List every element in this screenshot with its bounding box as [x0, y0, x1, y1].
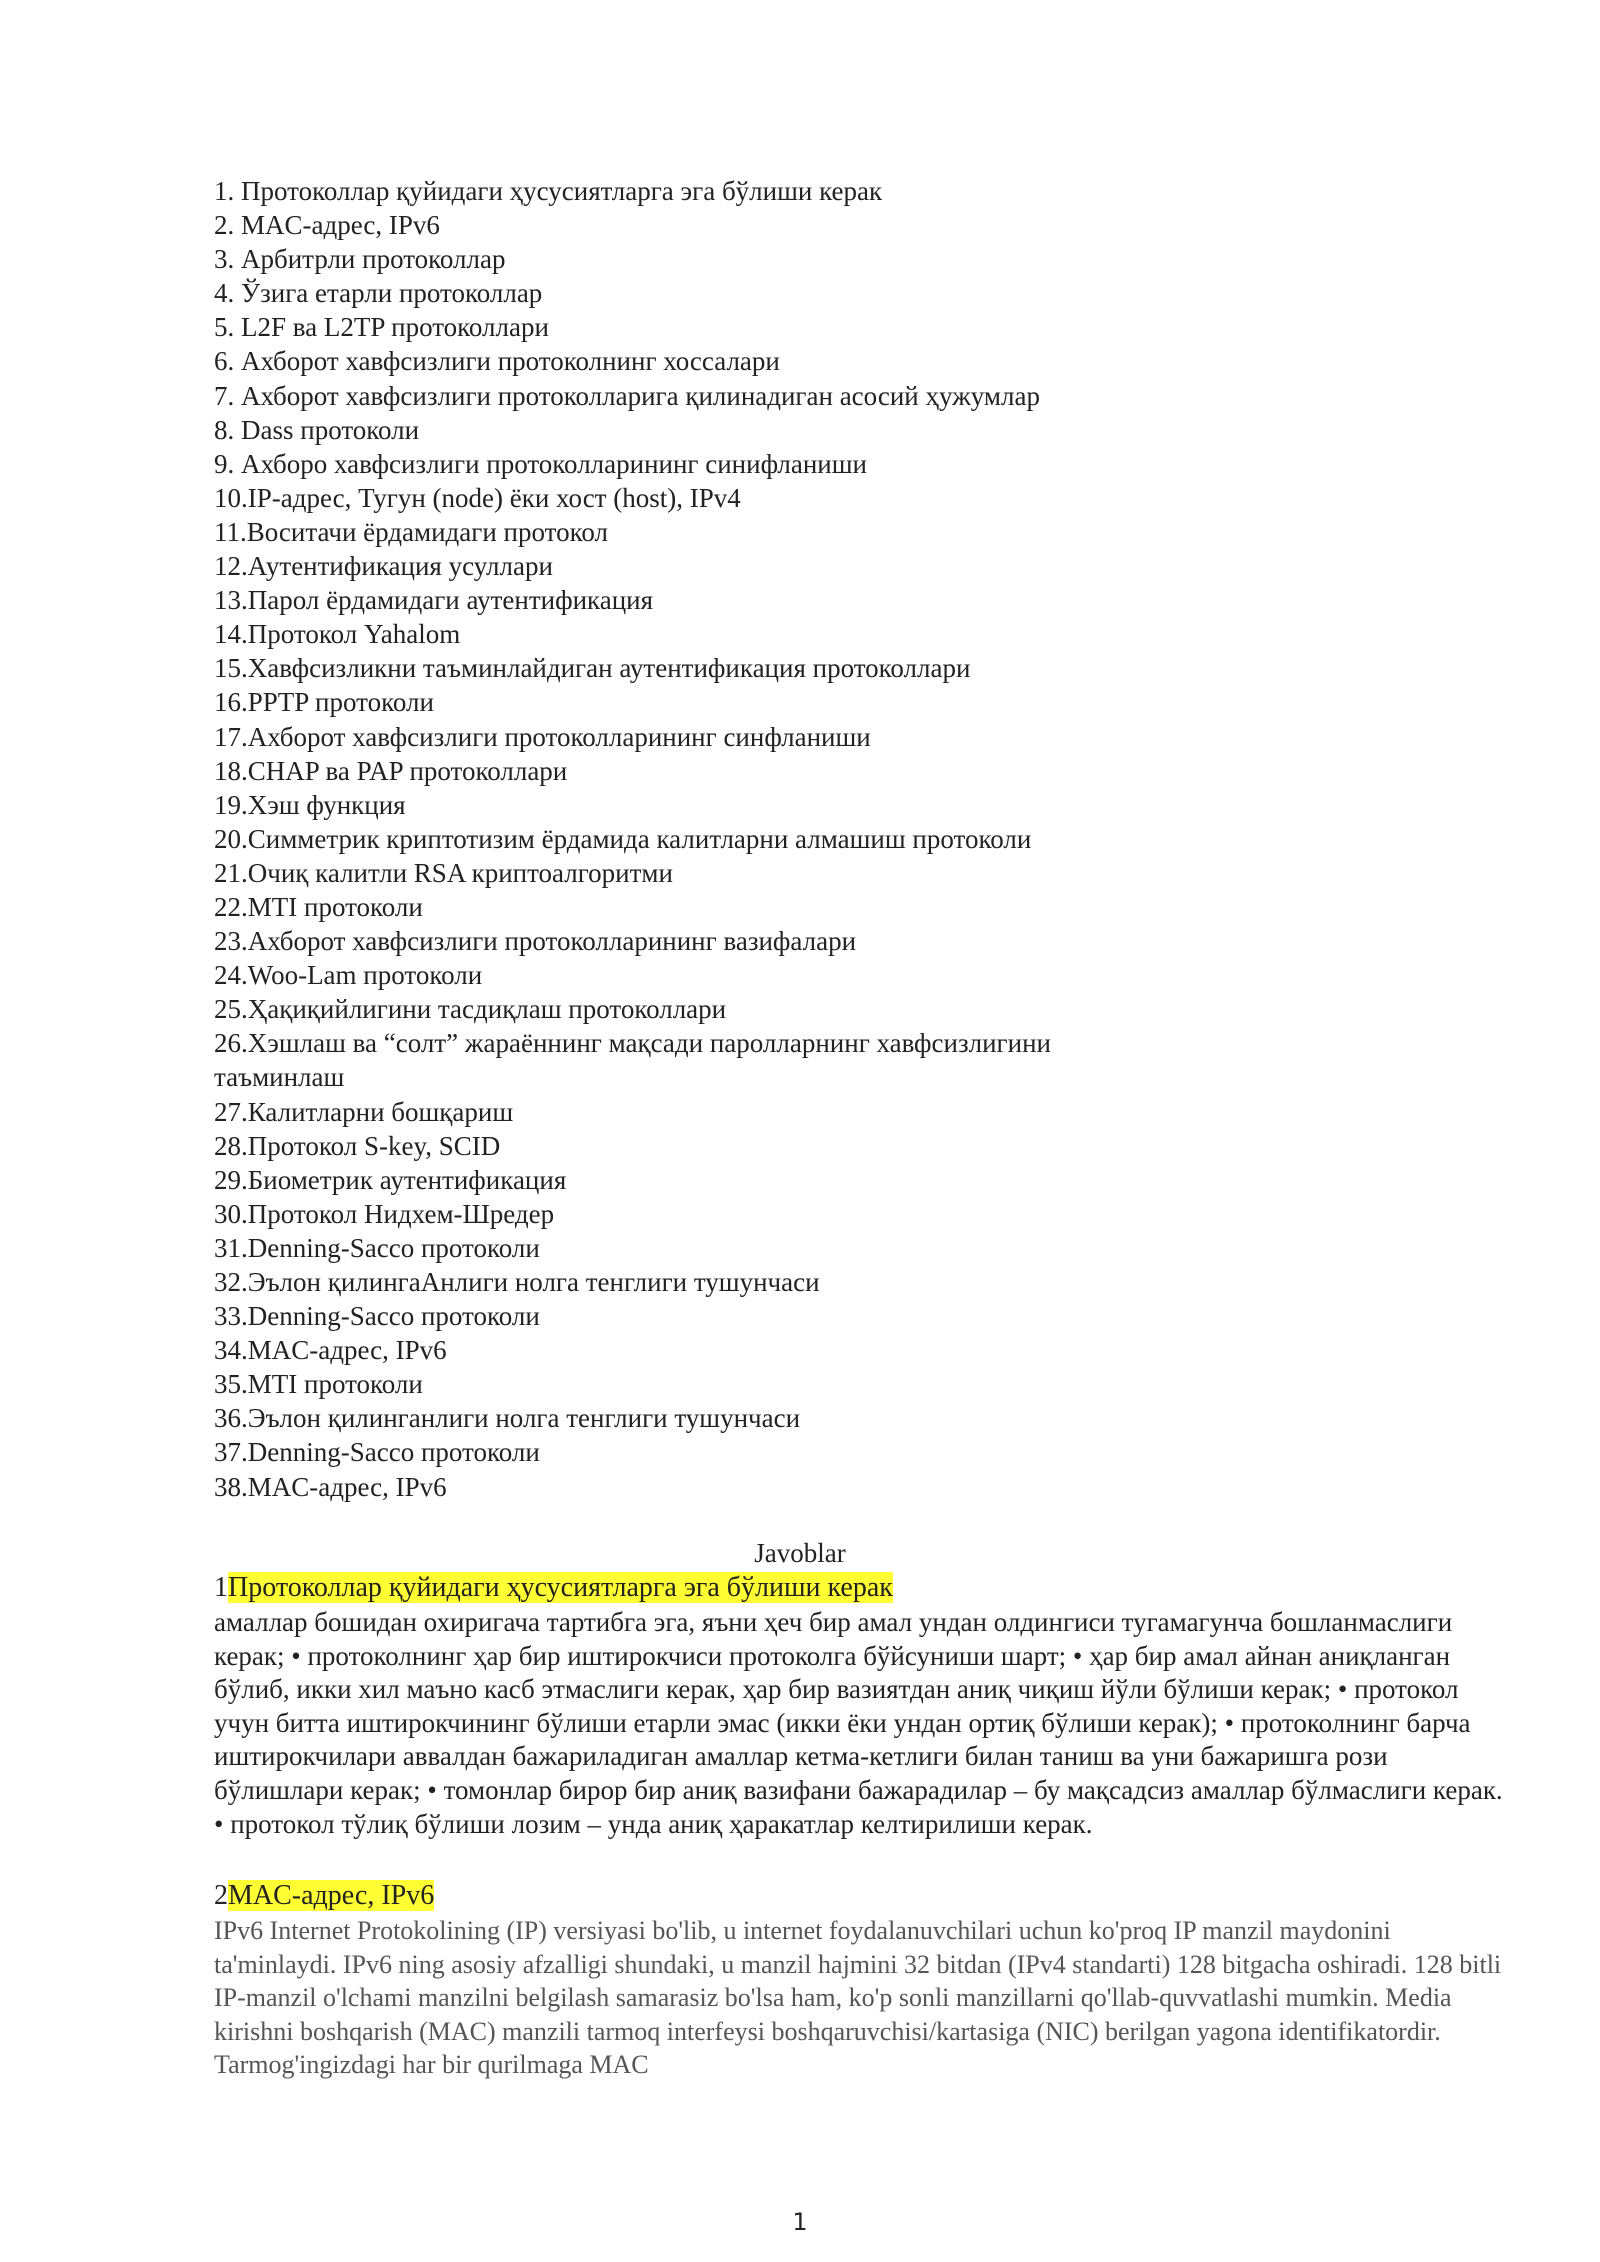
question-item: 21.Очиқ калитли RSA криптоалгоритми	[214, 857, 673, 888]
question-item: 33.Denning-Sacco протоколи	[214, 1301, 540, 1332]
question-item: 36.Эълон қилинганлиги нолга тенглиги тушунчаси	[214, 1403, 801, 1434]
question-item: 5. L2F ва L2TP протоколлари	[214, 312, 549, 343]
question-list	[214, 174, 1514, 1504]
question-item: 7. Ахборот хавфсизлиги протоколларига қилинадиган асосий ҳужумлар	[214, 380, 1040, 411]
question-item: 9. Ахборо хавфсизлиги протоколларининг синифланиши	[214, 448, 867, 479]
question-item: 29.Биометрик аутентификация	[214, 1164, 567, 1195]
question-item: 10.IP-адрес, Тугун (node) ёки хост (host), IPv4	[214, 482, 741, 513]
question-item: 37.Denning-Sacco протоколи	[214, 1437, 540, 1468]
question-item: 11.Воситачи ёрдамидаги протокол	[214, 516, 608, 547]
question-item: 20.Симметрик криптотизим ёрдамида калитларни алмашиш протоколи	[214, 823, 1032, 854]
question-item: 17.Ахборот хавфсизлиги протоколларининг синфланиши	[214, 721, 871, 752]
question-item: 30.Протокол Нидхем-Шредер	[214, 1198, 555, 1229]
question-item: 28.Протокол S-key, SCID	[214, 1130, 501, 1161]
answers-title: Javoblar	[754, 1538, 846, 1568]
question-item-text: 26.Хэшлаш ва “солт” жараённинг мақсади паролларнинг хавфсизлигини таъминлаш	[214, 1028, 1051, 1093]
answer-text: IPv6 Internet Protokolining (IP) versiyasi bo'lib, u internet foydalanuvchilari uchun ko'proq IP manzil maydonini ta'minlaydi. IPv6 ning asosiy afzalligi shundaki, u manzil hajmini 32 bitdan (IPv4 standarti) 128 bitgacha oshiradi. 128 bitli IP-manzil o'lchami manzilni belgilash samarasiz bo'lsa ham, ko'p sonli manzillarni qo'llab-quvvatlashi mumkin. Media kirishni boshqarish (MAC) manzili tarmoq interfeysi boshqaruvchisi/kartasiga (NIC) berilgan yagona identifikatordir. Tarmog'ingizdagi har bir qurilmaga MAC	[214, 1916, 1502, 2080]
question-item: 38.MAC-адрес, IPv6	[214, 1471, 447, 1502]
question-item: 24.Woo-Lam протоколи	[214, 960, 483, 991]
question-item: 15.Хавфсизликни таъминлайдиган аутентификация протоколлари	[214, 653, 971, 684]
question-item: 2. MAC-адрес, IPv6	[214, 210, 440, 241]
question-item: 12.Аутентификация усуллари	[214, 551, 553, 582]
highlighted-question: MAC-адрес, IPv6	[228, 1880, 435, 1911]
page-number: 1	[792, 2208, 808, 2236]
question-item: 18.CHAP ва PAP протоколлари	[214, 755, 568, 786]
question-item: 22.MTI протоколи	[214, 891, 423, 922]
highlighted-question: Протоколлар қуйидаги ҳусусиятларга эга бўлиши керак	[228, 1572, 893, 1603]
question-item: 35.MTI протоколи	[214, 1369, 423, 1400]
question-item: 8. Dass протоколи	[214, 414, 420, 445]
question-item	[214, 1026, 1514, 1094]
question-item: 27.Калитларни бошқариш	[214, 1096, 514, 1127]
question-item: 3. Арбитрли протоколлар	[214, 244, 506, 275]
answer-block	[214, 1878, 1514, 2082]
question-item: 1. Протоколлар қуйидаги ҳусусиятларга эга бўлиши керак	[214, 176, 883, 206]
question-item: 13.Парол ёрдамидаги аутентификация	[214, 585, 654, 616]
answer-heading	[214, 1878, 1514, 1914]
answer-number: 2	[214, 1880, 228, 1911]
question-item: 31.Denning-Sacco протоколи	[214, 1232, 540, 1263]
answer-text: амаллар бошидан охиригача тартибга эга, яъни ҳеч бир амал ундан олдингиси тугамагунча бошланмаслиги керак; • протоколнинг ҳар бир иштирокчиси протоколга бўйсуниши шарт; • ҳар бир амал айнан аниқланган бўлиб, икки хил маъно касб этмаслиги керак, ҳар бир вазиятдан аниқ чиқиш йўли бўлиши керак; • протокол учун битта иштирокчининг бўлиши етарли эмас (икки ёки ундан ортиқ бўлиши керак); • протоколнинг барча иштирокчилари аввалдан бажариладиган амаллар кетма-кетлиги билан таниш ва уни бажаришга рози бўлишлари керак; • томонлар бирор бир аниқ вазифани бажарадилар – бу мақсадсиз амаллар бўлмаслиги керак. • протокол тўлиқ бўлиши лозим – унда аниқ ҳаракатлар келтирилиши керак.	[214, 1607, 1503, 1839]
answer-number: 1	[214, 1572, 228, 1603]
question-item: 14.Протокол Yahalom	[214, 619, 461, 650]
question-item: 6. Ахборот хавфсизлиги протоколнинг хоссалари	[214, 346, 780, 377]
answer-heading	[214, 1570, 1514, 1606]
question-item: 4. Ўзига етарли протоколлар	[214, 278, 543, 309]
question-item: 25.Ҳақиқийлигини тасдиқлаш протоколлари	[214, 994, 727, 1025]
question-item: 19.Хэш функция	[214, 789, 406, 820]
question-item: 16.PPTP протоколи	[214, 687, 434, 718]
answer-block	[214, 1570, 1514, 1841]
question-item: 23.Ахборот хавфсизлиги протоколларининг вазифалари	[214, 926, 857, 957]
question-item: 32.Эълон қилингаАнлиги нолга тенглиги тушунчаси	[214, 1267, 820, 1297]
question-item: 34.MAC-адрес, IPv6	[214, 1335, 447, 1366]
